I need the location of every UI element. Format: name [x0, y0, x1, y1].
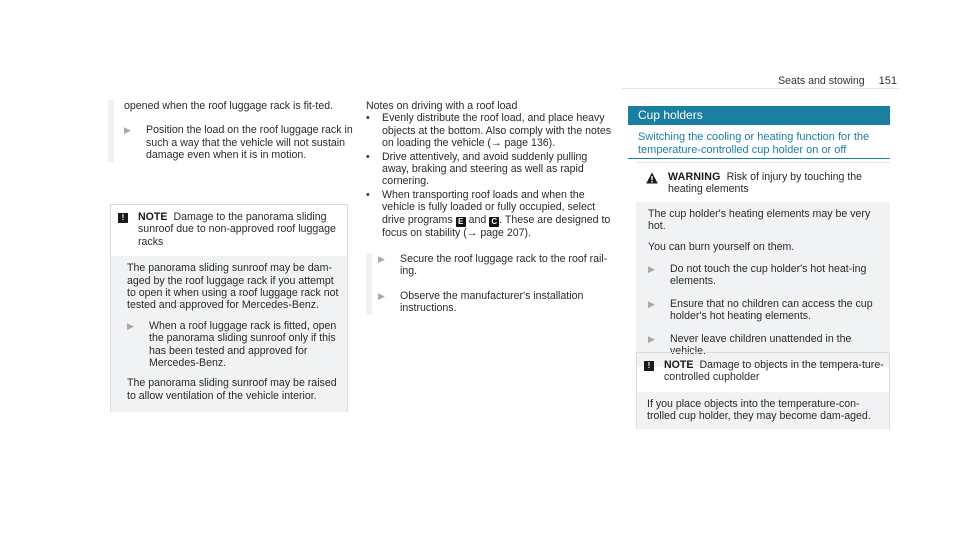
step-arrow-icon: ▶ — [648, 333, 655, 344]
note-paragraph: If you place objects into the temperature-con-trolled cup holder, they may become dam-aged. — [647, 397, 871, 423]
step-arrow-icon: ▶ — [648, 264, 655, 275]
warning-body — [636, 202, 890, 368]
continuation-text: opened when the roof luggage rack is fit-ted. — [124, 100, 334, 112]
note-header — [111, 205, 347, 256]
instruction-step: ▶ Secure the roof luggage rack to the roof rail-ing. — [378, 253, 608, 278]
instruction-step: ▶ Observe the manufacturer's installation instructions. — [378, 289, 584, 315]
roof-load-notes — [366, 100, 616, 315]
section-title: Seats and stowing — [778, 75, 865, 87]
bullet-item: • Drive attentively, and avoid suddenly pulling away, braking and steering as well as rapid cornering. — [366, 150, 588, 188]
bullet-icon: • — [366, 112, 370, 125]
step-arrow-icon: ▶ — [127, 320, 134, 331]
warning-step: ▶ Ensure that no children can access the cup holder's hot heating elements. — [648, 297, 873, 323]
instruction-step — [124, 124, 354, 161]
note-paragraph: The panorama sliding sunroof may be dam-aged by the roof luggage rack if you attempt to open it when using a roof luggage rack not tested and approved for Mercedes-Benz. — [127, 262, 339, 312]
warning-heading: Risk of injury by touching the heating elements — [668, 171, 863, 196]
page-number: 151 — [878, 75, 897, 87]
roof-load-bullets — [366, 112, 616, 239]
bullet-item: • When transporting roof loads and when the vehicle is fully loaded or fully occupied, select drive programs E and C . These are designed to focus on stability (→ page 207). — [366, 188, 611, 239]
note-paragraph: The panorama sliding sunroof may be raised to allow ventilation of the vehicle interior. — [127, 377, 337, 402]
note-body — [111, 256, 347, 412]
step-arrow-icon: ▶ — [378, 254, 385, 265]
bullet-item: • Evenly distribute the roof load, and place heavy objects at the bottom. Also comply with the notes on loading the vehicle (→ page 136). — [366, 112, 612, 150]
drive-program-e-icon: E — [456, 217, 466, 227]
roof-load-intro: Notes on driving with a roof load — [366, 100, 518, 112]
section-heading: Cup holders — [628, 106, 890, 125]
bullet-icon: • — [366, 150, 370, 163]
step-arrow-icon: ▶ — [124, 125, 131, 136]
note-body — [637, 392, 889, 429]
bullet-icon: • — [366, 188, 370, 201]
header-divider — [622, 88, 899, 89]
note-box-sunroof — [110, 204, 348, 412]
note-header — [637, 353, 889, 392]
page-header — [778, 75, 897, 87]
note-label: NOTE — [138, 211, 168, 223]
step-arrow-icon: ▶ — [378, 290, 385, 301]
warning-header — [636, 163, 890, 202]
step-text: Position the load on the roof luggage rack in such a way that the vehicle will not sustain damage even when it is in motion. — [146, 124, 353, 162]
warning-triangle-icon — [646, 172, 658, 184]
roof-load-steps — [366, 253, 616, 315]
note-box-cupholder — [636, 352, 890, 429]
warning-label: WARNING — [668, 171, 721, 183]
step-arrow-icon: ▶ — [648, 298, 655, 309]
cup-holders-section — [628, 106, 890, 436]
warning-step: ▶ Do not touch the cup holder's hot heat-ing elements. — [648, 263, 867, 288]
note-step — [127, 320, 339, 370]
note-label: NOTE — [664, 359, 694, 371]
drive-program-c-icon: C — [489, 217, 499, 227]
warning-box — [636, 162, 890, 367]
warning-paragraph: You can burn yourself on them. — [648, 240, 795, 253]
warning-paragraph: The cup holder's heating elements may be very hot. — [648, 207, 871, 233]
exclamation-icon: ! — [118, 213, 128, 223]
note-heading: Damage to the panorama sliding sunroof due to non-approved roof luggage racks — [138, 211, 336, 248]
note-step-text: When a roof luggage rack is fitted, open the panorama sliding sunroof only if this has been tested and approved for Mercedes-Benz. — [149, 319, 337, 370]
continued-instruction — [108, 100, 354, 162]
note-heading: Damage to objects in the tempera-ture-controlled cupholder — [664, 359, 884, 384]
warning-step: ▶ Never leave children unattended in the vehicle. — [648, 332, 852, 358]
exclamation-icon: ! — [644, 361, 654, 371]
section-subheading: Switching the cooling or heating function for the temperature-controlled cup holder on or off — [628, 125, 890, 159]
